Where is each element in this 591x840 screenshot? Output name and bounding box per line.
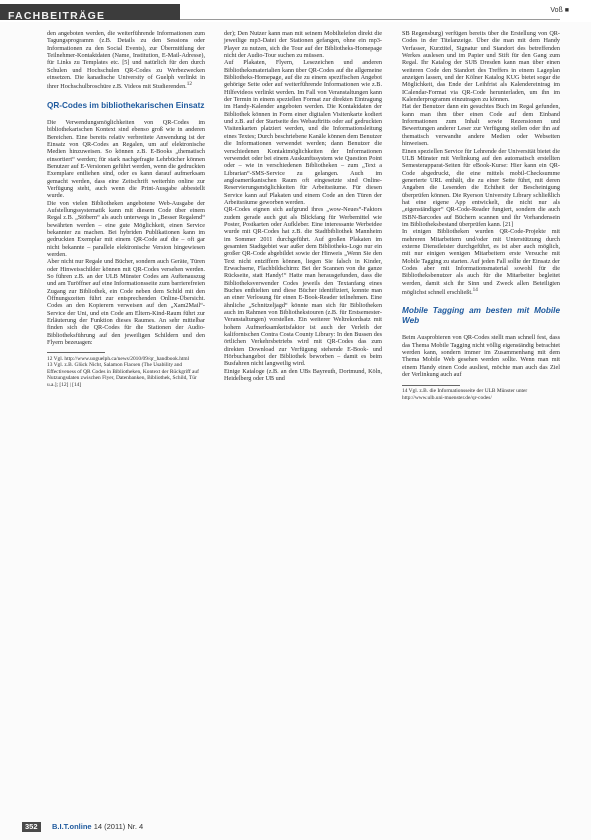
section-banner — [0, 4, 180, 20]
paragraph: QR-Codes eignen sich aufgrund ihres „wow-Neues“-Faktors zudem gerade auch gut als Blickfang für Werbemittel wie Poster, Postkarten oder Aufkleber. Eine interessante Werbeidee wurde mit QR-Codes hat z.B. die Stadtbibliothek Mannheim im Sommer 2011 durchgeführt. Auf großen Plakaten im gesamten Stadtgebiet war außer dem Bibliotheks-Logo nur ein großer QR-Code abgebildet sowie der Hinweis „Wenn Sie den Text nicht entziffern können, liegen Sie falsch in Kinder, Erwachsene, Flachbildschirm: Bei der Scannen von die ganze Rückseite, statt Handy!“ Hatte man herausgefunden, dass die Bibliotheksverwender Codes jeweils den Textanfang eines Buches enthielten und diese Bücher identifiziert, konnte man an einer Verlosung für einen E-Book-Reader teilnehmen. Eine ähnliche „Schnitzeljagd“ könnte man sich für Bibliotheken auch im Rahmen von Bibliothekstouren (z.B. für Erstsemester-Veranstaltungen) vorstellen. Ein weiterer Weltrekordsatz mit hohem Aufmerksamkeitsfaktor ist auch der Verleih der kalifornischen Contra Costa County Library: In den Bussen des örtlichen Verkehrsbetriebs wird mit QR-Codes das zum direkten Download zur Verfügung stehende E-Book- und Hörbuchangebot der Bibliothek beworben – damit es beim Busfahren nicht langweilig wird. — [224, 206, 382, 368]
section-heading: QR-Codes im bibliothekarischen Einsatz — [47, 100, 205, 110]
page-header — [0, 0, 591, 22]
column-1 — [47, 30, 205, 388]
footnote-ref: 14 — [472, 287, 478, 294]
paragraph: SB Regensburg) verfügen bereits über die Erstellung von QR-Codes in der Titelanzeige. Über die man mit dem Handy Verfasser, Kurztitel, Signatur und Standort des betreffenden Werkes auslesen und im Papier und Stift für den Gang zum Regal. Ihr Katalog der SUB Dresden kann man über einen weiteren Code den Standort des Treffers in einem Lageplan anzeigen lassen, und der Kölner Katalog KUG bietet sogar die Möglichkeit, das Ende der Leihfrist als Kalendereintrag im ICalendar-Format via QR-Code herunterladen, um ihn im Kalenderprogramm einzutragen zu können. — [402, 30, 560, 104]
journal-name: B.I.T.online — [52, 822, 92, 831]
journal-issue: 14 (2011) Nr. 4 — [93, 822, 144, 831]
paragraph: der); Den Nutzer kann man mit seinem Mobiltelefon direkt die jeweilige mp3-Datei der Stationen gefangen, ohne ein mp3-Player zu nutzen, sich die Tour auf der Bibliotheks-Homepage nicht der Audio-Tour suchen zu müssen. — [224, 30, 382, 60]
column-3 — [402, 30, 560, 401]
journal-footer — [52, 822, 143, 832]
paragraph: Die Verwendungsmöglichkeiten von QR-Codes im bibliothekarischen Kontext sind ebenso groß wie in anderen Bereichen. Eine bereits relativ verbreitete Anwendung ist der Einsatz von QR-Codes an Regalen, um auf elektronische Medien hinzuweisen. So können z.B. E-Books „thematisch einsortiert“ werden; für stark nachgefragte Lehrbücher können Benutzer auf E-Versionen geführt werden, wenn die gedruckten Exemplare entliehen sind, oder es kann darauf aufmerksam gemacht werden, dass eine Zeitschrift weiterhin online zur Verfügung steht, auch wenn die Print-Ausgabe abbestellt wurde. — [47, 118, 205, 200]
paragraph: In einigen Bibliotheken wurden QR-Code-Projekte mit mehreren Mitarbeitern und/oder mit Unterstützung durch externe Dienstleister durchgeführt, es ist aber auch möglich, mit nur einigen wenigen Mitarbeitern erste Versuche mit Mobile Tagging zu starten. Auf jeden Fall sollte der Einsatz der Codes aber mit Informationsmaterial sowohl für die Bibliotheksbenutzer als auch für die Mitarbeiter begleitet werden, damit sich ihr Sinn und Zweck allen Beteiligten möglichst schnell erschließt.$^{14}$ — [402, 228, 560, 297]
footnote-rule — [47, 352, 105, 353]
footnote-ref: 12 — [186, 81, 192, 88]
paragraph: Beim Ausprobieren von QR-Codes stellt man schnell fest, dass das Thema Mobile Tagging nicht völlig eigenständig betrachtet werden kann, sondern immer im Zusammenhang mit dem Thema Mobile Web gesehen werden sollte. Wenn man mit einem Handy einen Code ausliest, möchte man auch das Ziel der Verlinkung auch auf — [402, 334, 560, 379]
section-heading: Mobile Tagging am besten mit Mobile Web — [402, 306, 560, 326]
paragraph: Auf Plakaten, Flyern, Lesezeichen und anderen Bibliotheksmaterialien kann über QR-Codes auf die allgemeine Bibliotheks-Homepage, auf die zu einem spezifischen Angebot gehörige Seite oder auf weiterführende Informationen wie z.B. Hilfevideos verlinkt werden. Im Fall von Veranstaltungen kann der Termin in einem speziellen Format zur direkten Eintragung im Handy-Kalender angeboten werden. Die Kontaktdaten der Bibliothek können in Form einer digitalen Visitenkarte kodiert und z.B. auf der Startseite des Webauftritts oder auf gedruckten Visitenkarten platziert werden, und die Informationsleitung eines Textes; Durch beschriebene Kanäle können dem Benutzer die Informationen verwendet werden; dann Benutzer die verschiedenen Kontaktmöglichkeiten der Informationen verwendet oder bei einem Auskunftssystem wie Question Point oder – wie in verschiedenen Bibliotheken – zum „Text a Librarian“-SMS-Service zu gelangen. Auch im angloamerikanischen Raum oft eingesetzte sind Online-Reservierungsmöglichkeiten für Arbeitsräume. Für diesen Service kann auf Plakaten und einem Code an den Türen der Arbeitsräume geworben werden. — [224, 59, 382, 206]
footnote: 12 Vgl. http://www.uoguelph.ca/news/2010/09/qr_handbook.html — [47, 356, 190, 363]
paragraph: Einige Kataloge (z.B. an den UBs Bayreuth, Dortmund, Köln, Heidelberg oder UB und — [224, 367, 382, 383]
footnote: 13 Vgl. z.B. Glück Nicht, Salamon Flacsen (The Usability and Effectiveness of QR Codes in Bibliotheken, Kontext der Rückgriff auf Nutzungsdaten zwischen Flyer, Datenbanken, Bibliothek, Schild, Tür u.a.]; [12] | [14] — [47, 362, 199, 388]
paragraph: Die von vielen Bibliotheken angebotene Web-Ausgabe der Aufstellungssystematik kann mit diesem Code über einem Regal z.B. „Stöbern“ als auch unterwegs in „Besser Regalend“ bewährten werden – eine gute Möglichkeit, einen Service bekannter zu machen. Bei hybriden Publikationen kann im gedruckten Exemplar mit einem QR-Code auf die – oft gar nicht bekannte – parallele elektronische Version hingewiesen werden. — [47, 199, 205, 258]
column-2 — [224, 30, 382, 383]
footnote-rule — [402, 385, 460, 386]
paragraph: Hat der Benutzer dann ein gesuchtes Buch im Regal gefunden, kann man ihm über einen Code auf dem Einband Informationen zum Inhalt sowie Rezensionen und Bewertungen anderer Leser zur Verfügung stellen oder ihn auf thematisch verwandte andere Medien oder Webseiten hinweisen. — [402, 103, 560, 148]
header-rule — [180, 19, 560, 20]
paragraph: Einen speziellen Service für Lehrende der Universität bietet die ULB Münster mit Verlinkung auf den automatisch erstellten Semesterapparat-Seiten für eBook-Kurse: Hier kann ein QR-Code abgedruckt, die eine mittels mobil-Checksumme generierte URL enthält, die zu einer Seite führt, mit deren Angaben die Lesenden die Echtheit der Bescheinigung überprüfen können. Die Ryerson University Library schließlich hat eine eigene App entwickelt, die nicht nur als „eigenständiger“ QR-Code-Reader fungiert, sondern die auch ISBN-Barcodes auf Büchern scannen und ihr Vorhandensein im Bibliotheksbestand überprüfen kann. [21] — [402, 147, 560, 228]
footnote: 14 Vgl. z.B. die Informationsseite der ULB Münster unter http://www.ulb.uni-muenster.de/qr-codes/ — [402, 388, 528, 401]
paragraph: den angeboten werden, die weiterführende Informationen zum Tagungsprogramm (z.B. Details zu den Sessions oder Informationen zu den Social Events), zur Übermittlung der Teilnehmer-Kontaktdaten (Name, Institution, E-Mail-Adresse), für Links zu Templates etc. [5] und natürlich für den durch Schulen und Hochschulen QR-Codes zu Werbezwecken einsetzen. Die kanadische University of Guelph verlinkt in ihrer Hochschulbroschüre z.B. Videos mit Studierenden.$^{12}$ — [47, 30, 205, 91]
paragraph: Aber nicht nur Regale und Bücher, sondern auch Geräte, Türen oder Hinweisschilder können mit QR-Codes versehen werden. So führen z.B. an der ULB Münster Codes am Auftenauszug und am Turöffner auf eine Informationsseite zum barrierefreien Zugang zur Bibliothek, ein Code neben dem Schild mit den Öffnungszeiten führt zur entsprechenden Online-Übersicht. Codes an den Kopierern verweisen auf den „Xam2Mail“-Service der Uni, und ein Code am Eltern-Kind-Raum führt zur Erläuterung der Funktion dieses Raumes. An sehr mittelbar finden sich die QR-Codes für die Stationen der Audio-Bibliotheksführung auf den jeweiligen Schildern und den Flyern bezeuagen: — [47, 258, 205, 347]
author-running-head: Voß ■ — [550, 7, 569, 14]
section-title: FACHBEITRÄGE — [8, 10, 106, 22]
page-number: 352 — [22, 822, 41, 832]
